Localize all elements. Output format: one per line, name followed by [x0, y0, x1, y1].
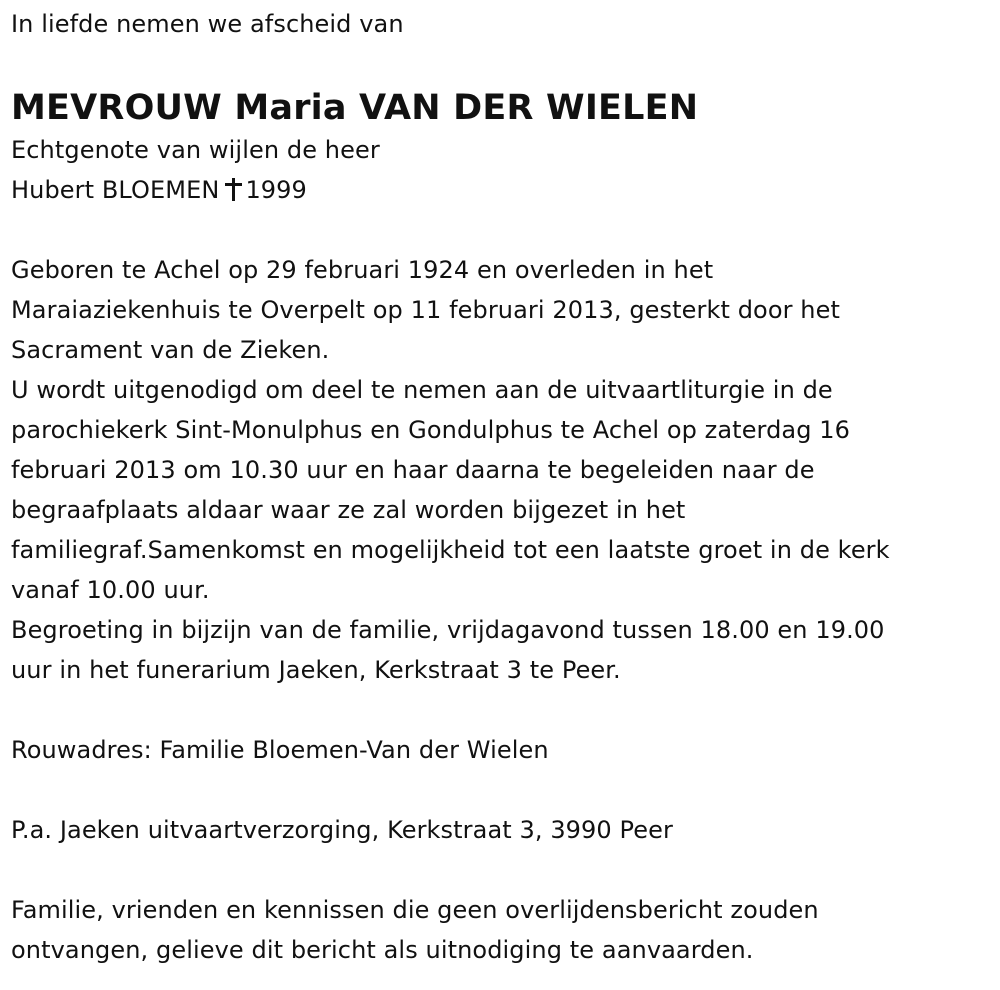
notice-body — [11, 250, 996, 690]
body-line: U wordt uitgenodigd om deel te nemen aan de uitvaartliturgie in de — [11, 376, 833, 404]
body-line: Begroeting in bijzijn van de familie, vrijdagavond tussen 18.00 en 19.00 — [11, 616, 885, 644]
body-line: Maraiaziekenhuis te Overpelt op 11 februari 2013, gesterkt door het — [11, 296, 840, 324]
body-line: Geboren te Achel op 29 februari 1924 en overleden in het — [11, 256, 714, 284]
body-line: parochiekerk Sint-Monulphus en Gondulphus te Achel op zaterdag 16 — [11, 416, 851, 444]
care-address: P.a. Jaeken uitvaartverzorging, Kerkstraat 3, 3990 Peer — [11, 816, 673, 844]
spacer — [11, 850, 996, 890]
spacer — [11, 210, 996, 250]
spouse-death-year: 1999 — [245, 176, 307, 204]
mourning-address: Rouwadres: Familie Bloemen-Van der Wielen — [11, 736, 549, 764]
closing-line: Familie, vrienden en kennissen die geen overlijdensbericht zouden — [11, 896, 819, 924]
spouse-line — [11, 170, 996, 210]
intro-text: In liefde nemen we afscheid van — [11, 10, 404, 38]
obituary-notice — [11, 0, 996, 970]
cross-icon — [225, 177, 241, 201]
body-line: uur in het funerarium Jaeken, Kerkstraat 3 te Peer. — [11, 656, 621, 684]
body-line: begraafplaats aldaar waar ze zal worden bijgezet in het — [11, 496, 686, 524]
spacer — [11, 770, 996, 810]
closing-text — [11, 890, 996, 970]
body-line: Sacrament van de Zieken. — [11, 336, 330, 364]
body-line: februari 2013 om 10.30 uur en haar daarna te begeleiden naar de — [11, 456, 815, 484]
spouse-relation: Echtgenote van wijlen de heer — [11, 136, 380, 164]
body-line: vanaf 10.00 uur. — [11, 576, 210, 604]
spacer — [11, 690, 996, 730]
body-line: familiegraf.Samenkomst en mogelijkheid tot een laatste groet in de kerk — [11, 536, 890, 564]
closing-line: ontvangen, gelieve dit bericht als uitnodiging te aanvaarden. — [11, 936, 754, 964]
spouse-name: Hubert BLOEMEN — [11, 176, 220, 204]
deceased-name: MEVROUW Maria VAN DER WIELEN — [11, 88, 699, 128]
